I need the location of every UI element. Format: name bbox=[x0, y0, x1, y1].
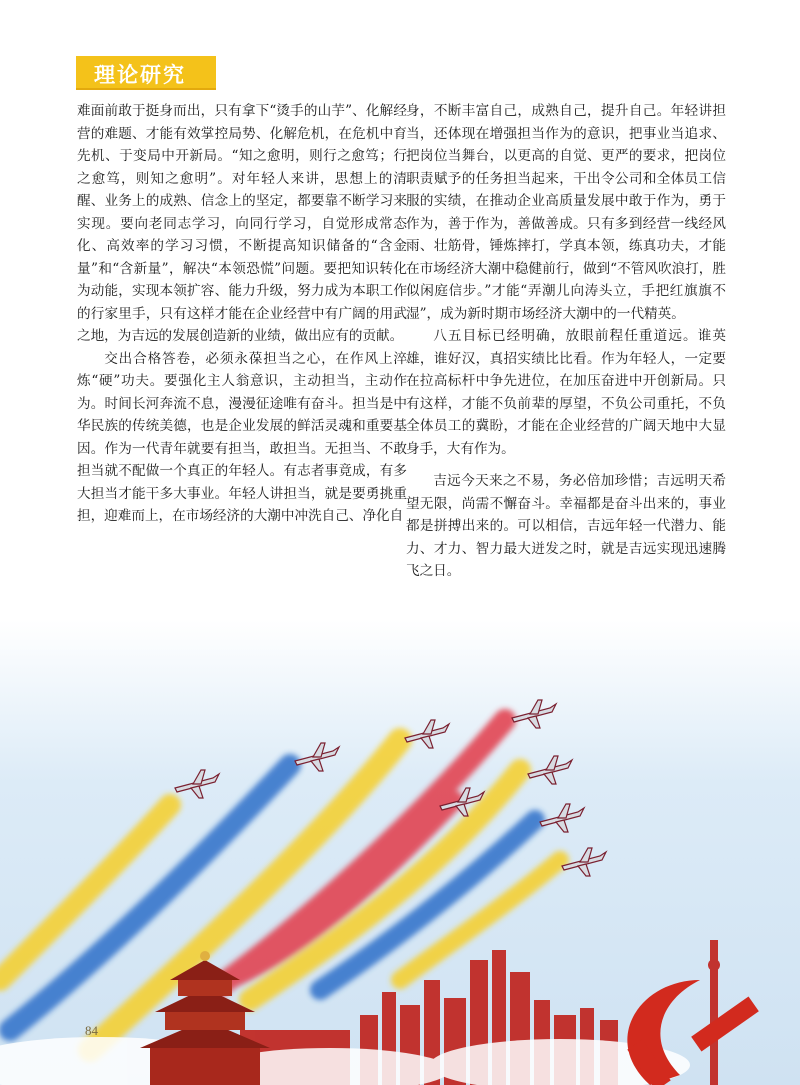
section-title: 理论研究 bbox=[94, 63, 186, 87]
paragraph: 八五目标已经明确，放眼前程任重道远。谁英雄，谁好汉，真招实绩比比看。作为年轻人，一定要在拉高标杆中争先进位，在加压奋进中开创新局。只有这样，才能不负前辈的厚望，不负公司重托，不负全体员工的冀盼，才能在企业经营的广阔天地中大显身手，大有作为。 bbox=[406, 328, 726, 457]
left-column bbox=[77, 100, 407, 528]
paragraph: 吉远今天来之不易，务必倍加珍惜；吉远明天希望无限，尚需不懈奋斗。幸福都是奋斗出来的，事业都是拼搏出来的。可以相信，吉远年轻一代潜力、能力、才力、智力最大迸发之时，就是吉远实现迅速腾飞之日。 bbox=[406, 473, 726, 579]
paragraph: 交出合格答卷，必须永葆担当之心，在作风上淬炼“硬”功夫。要强化主人翁意识，主动担当，主动作为。时间长河奔流不息，漫漫征途唯有奋斗。担当是中华民族的传统美德，也是企业发展的鲜活灵魂和重要基因。作为一代青年就要有担当，敢担当。无担当、不敢担当就不配做一个真正的年轻人。有志者事竟成，有多大担当才能干多大事业。年轻人讲担当，就是要勇挑重担，迎难而上，在市场经济的大潮中冲洗自己、净化自 bbox=[77, 350, 407, 524]
page-number: 84 bbox=[85, 1023, 98, 1038]
paragraph: 身，不断丰富自己，成熟自己，提升自己。年轻讲担当，还体现在增强担当作为的意识，把事业当追求、把岗位当舞台，以更高的自觉、更严的要求，把岗位职责赋予的任务担当起来，干出令公司和全体员工信服的实绩，在推动企业高质量发展中敢于作为，勇于作为，善于作为，善做善成。只有多到经营一线经风雨、壮筋骨，锤炼摔打，学真本领，练真功夫，才能在市场经济大潮中稳健前行，做到“不管风吹浪打，胜似闲庭信步。”才能“弄潮儿向涛头立，手把红旗旗不湿”，成为新时期市场经济大潮中的一代精英。 bbox=[406, 103, 726, 322]
aerobatic-jets-illustration bbox=[0, 620, 800, 1085]
paragraph: 难面前敢于挺身而出，只有拿下“烫手的山芋”、化解经营的难题、才能有效掌控局势、化解危机，在危机中育先机、于变局中开新局。“知之愈明，则行之愈笃；行之愈笃，则知之愈明”。对年轻人来讲，思想上的清醒、业务上的成熟、信念上的坚定，都要靠不断学习来实现。要向老同志学习，向同行学习，自觉形成常态化、高效率的学习习惯，不断提高知识储备的“含金量”和“含新量”，解决“本领恐慌”问题。要把知识转化为动能，实现本领扩容、能力升级，努力成为本职工作的行家里手，只有这样才能在企业经营中有广阔的用武之地，为吉远的发展创造新的业绩，做出应有的贡献。 bbox=[77, 103, 407, 344]
section-header bbox=[76, 56, 216, 90]
right-column bbox=[406, 100, 726, 583]
